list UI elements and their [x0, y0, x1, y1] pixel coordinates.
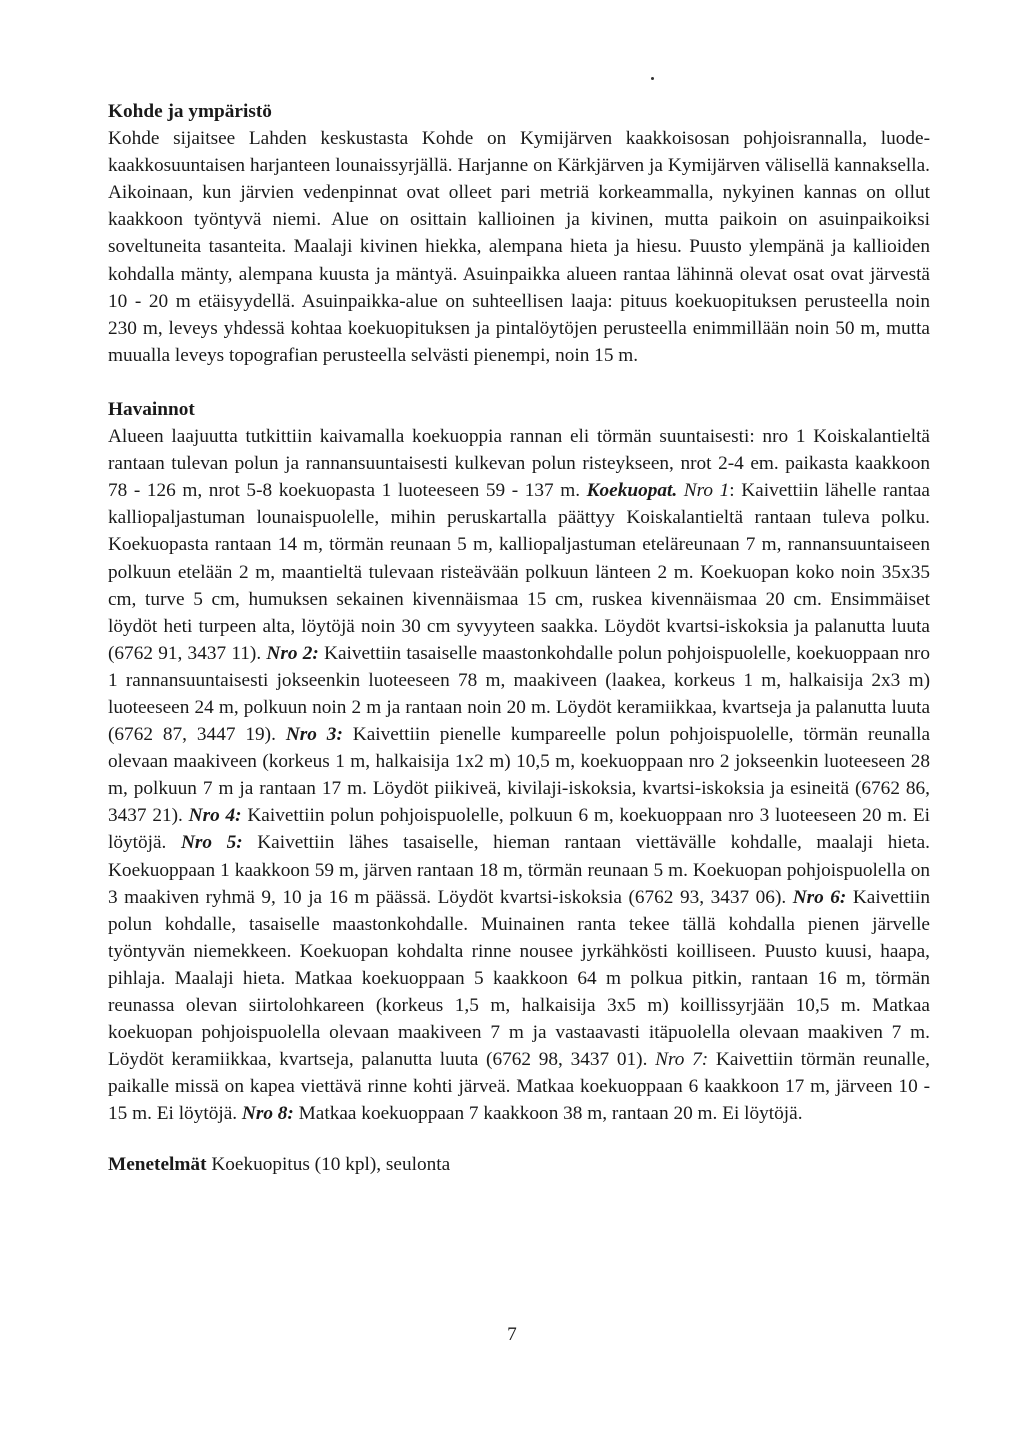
intro-text: Alueen laajuutta tutkittiin kaivamalla koekuoppia rannan eli törmän suuntaisesti: nro 1 Koiskalantieltä rantaan tulevan polun ja rannansuuntaisesti kulkevan polun risteykseen, nrot 2-4 em. paikasta kaakkoon 78 - 126 m, nrot 5-8 koekuopasta 1 luoteeseen 59 - 137 m.	[108, 426, 930, 502]
nro6-text: Kaivettiin polun kohdalle, tasaiselle maastonkohdalle. Muinainen ranta tekee tällä kohdalla pienen järvelle työntyvän niemekkeen. Koekuopan kohdalta rinne nousee jyrkähkösti koilliseen. Puusto kuusi, haapa, pihlaja. Maalaji hieta. Matkaa koekuoppaan 5 kaakkoon 64 m polkua pitkin, rantaan 16 m, törmän reunassa olevan siirtolohkareen (korkeus 1,5 m, halkaisija 3x5 m) koillissyrjään 10,5 m. Matkaa koekuopan pohjoispuolella olevaan maakiveen 7 m ja vastaavasti itäpuolella olevaan maakiven 7 m. Löydöt keramiikkaa, kvartseja, palanutta luuta (6762 98, 3437 01).	[108, 886, 930, 1071]
nro5-text: Kaivettiin lähes tasaiselle, hieman rantaan viettävälle kohdalle, maalaji hieta. Koekuoppaan 1 kaakkoon 59 m, järven rantaan 18 m, törmän reunaan 5 m. Koekuopan pohjoispuolella on 3 maakiven ryhmä 9, 10 ja 16 m päässä. Löydöt kvartsi-iskoksia (6762 93, 3437 06).	[108, 832, 931, 908]
nro7-label: Nro 7:	[655, 1049, 709, 1071]
section-paragraph	[108, 423, 930, 1127]
nro8-text: Matkaa koekuoppaan 7 kaakkoon 38 m, rantaan 20 m. Ei löytöjä.	[293, 1103, 803, 1125]
section-havainnot	[108, 396, 930, 1128]
spacer	[108, 1127, 930, 1151]
nro1-text: : Kaivettiin lähelle rantaa kalliopaljastuman lounaispuolelle, mihin peruskartalla päättyy Koiskalantieltä rantaan tuleva polku. Koekuopasta rantaan 14 m, törmän reunaan 5 m, kalliopaljastuman eteläreunaan 7 m, rannansuuntaiseen polkuun etelään 2 m, maantieltä tulevaan risteävään polkuun länteen 2 m. Koekuopan koko noin 35x35 cm, turve 5 cm, humuksen sekainen kivennäismaa 15 cm, ruskea kivennäismaa 20 cm. Ensimmäiset löydöt heti turpeen alta, löytöjä noin 30 cm syvyyteen saakka. Löydöt kvartsi-iskoksia ja palanutta luuta (6762 91, 3437 11).	[108, 480, 930, 664]
nro3-label: Nro 3:	[285, 724, 343, 746]
nro5-label: Nro 5:	[180, 832, 243, 854]
koekuopat-label: Koekuopat.	[586, 480, 678, 502]
nro6-label: Nro 6:	[792, 886, 847, 908]
section-menetelmat	[108, 1151, 930, 1178]
nro1-label: Nro 1	[683, 480, 730, 502]
section-kohde-ja-ymparisto	[108, 98, 930, 369]
page-number: 7	[507, 1324, 517, 1345]
nro7-text: Kaivettiin törmän reunalle, paikalle missä on kapea viettävä rinne kohti järveä. Matkaa koekuoppaan 6 kaakkoon 17 m, järveen 10 - 15 m. Ei löytöjä.	[108, 1049, 931, 1125]
nro2-label: Nro 2:	[266, 642, 319, 664]
section-paragraph	[108, 1151, 930, 1178]
section-paragraph: Kohde sijaitsee Lahden keskustasta Kohde on Kymijärven kaakkoisosan pohjoisrannalla, luode-kaakkosuuntaisen harjanteen lounaissyrjällä. Harjanne on Kärkjärven ja Kymijärven välisellä kannaksella. Aikoinaan, kun järvien vedenpinnat ovat olleet pari metriä korkeammalla, nykyinen kannas on ollut kaakkoon työntyvä niemi. Alue on osittain kallioinen ja kivinen, mutta paikoin on asuinpaikoiksi soveltuneita tasanteita. Maalaji kivinen hiekka, alempana hieta ja hiesu. Puusto ylempänä ja kallioiden kohdalla mänty, alempana kuusta ja mäntyä. Asuinpaikka alueen rantaa lähinnä olevat osat ovat järvestä 10 - 20 m etäisyydellä. Asuinpaikka-alue on suhteellisen laaja: pituus koekuopituksen perusteella noin 230 m, leveys yhdessä kohtaa koekuopituksen ja pintalöytöjen perusteella enimmillään noin 50 m, mutta muualla leveys topografian perusteella selvästi pienempi, noin 15 m.	[108, 128, 930, 366]
methods-text: Koekuopitus (10 kpl), seulonta	[206, 1154, 451, 1176]
section-heading: Kohde ja ympäristö	[108, 101, 272, 122]
nro4-label: Nro 4:	[188, 805, 242, 827]
section-heading: Havainnot	[108, 398, 195, 420]
nro2-text: Kaivettiin tasaiselle maastonkohdalle polun pohjoispuolelle, koekuoppaan nro 1 rannansuuntaisesti jokseenkin luoteeseen 78 m, maakiveen (laakea, korkeus 1 m, halkaisija 2x3 m) luoteeseen 24 m, polkuun noin 2 m ja rantaan noin 20 m. Löydöt keramiikkaa, kvartseja ja palanutta luuta (6762 87, 3447 19).	[108, 642, 930, 746]
spacer	[108, 369, 930, 396]
scan-speck	[651, 77, 654, 80]
nro4-text: Kaivettiin polun pohjoispuolelle, polkuun 6 m, koekuoppaan nro 3 luoteeseen 20 m. Ei löytöjä.	[108, 805, 930, 854]
document-body	[108, 98, 930, 1179]
nro8-label: Nro 8:	[241, 1103, 294, 1125]
section-heading: Menetelmät	[108, 1154, 207, 1176]
nro3-text: Kaivettiin pienelle kumpareelle polun pohjoispuolelle, törmän reunalla olevaan maakiveen (korkeus 1 m, halkaisija 1x2 m) 10,5 m, koekuoppaan nro 2 jokseenkin luoteeseen 28 m, polkuun 7 m ja rantaan 17 m. Löydöt piikiveä, kivilaji-iskoksia, kvartsi-iskoksia ja esineitä (6762 86, 3437 21).	[108, 724, 931, 827]
